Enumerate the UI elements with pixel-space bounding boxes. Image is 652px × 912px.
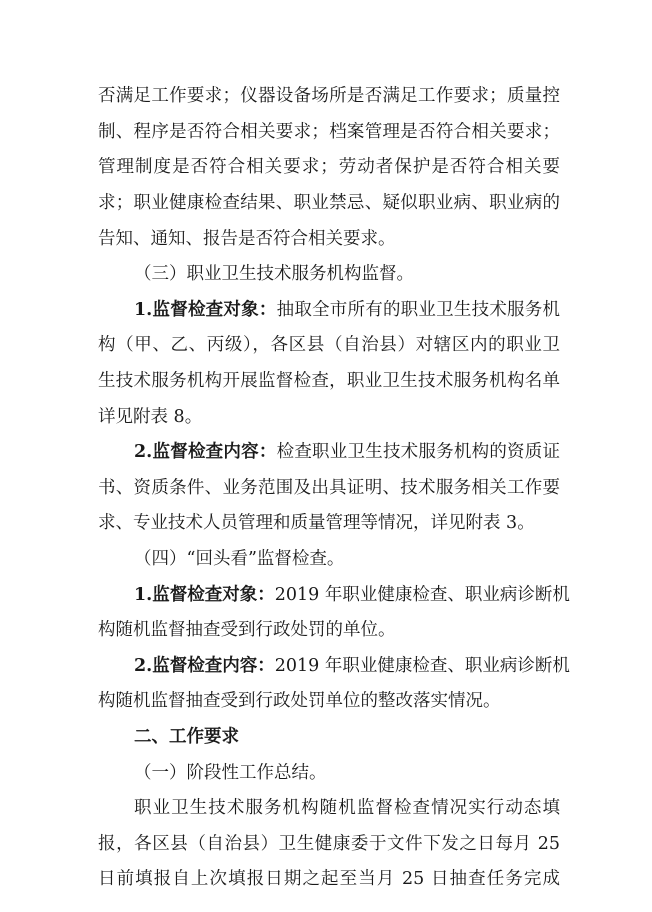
text-line bbox=[134, 580, 570, 610]
text-line bbox=[134, 437, 560, 467]
text-line: 告知、通知、报告是否符合相关要求。 bbox=[98, 229, 396, 249]
text-line: 制、程序是否符合相关要求；档案管理是否符合相关要求； bbox=[98, 122, 560, 142]
text-line bbox=[134, 651, 570, 681]
text-line: 构（甲、乙、丙级），各区县（自治县）对辖区内的职业卫 bbox=[98, 335, 560, 355]
item-text: 检查职业卫生技术服务机构的资质证 bbox=[276, 442, 560, 462]
section-heading: （一）阶段性工作总结。 bbox=[134, 763, 327, 783]
item-text: 2019 年职业健康检查、职业病诊断机 bbox=[274, 656, 570, 676]
item-text: 抽取全市所有的职业卫生技术服务机 bbox=[276, 300, 560, 320]
text-line: 构随机监督抽查受到行政处罚的单位。 bbox=[98, 620, 396, 640]
text-line: 报，各区县（自治县）卫生健康委于文件下发之日每月 25 bbox=[98, 834, 560, 854]
item-label: 1.监督检查对象： bbox=[134, 300, 277, 320]
text-line: 职业卫生技术服务机构随机监督检查情况实行动态填 bbox=[134, 798, 560, 818]
item-label: 1.监督检查对象： bbox=[134, 585, 275, 605]
text-line: 书、资质条件、业务范围及出具证明、技术服务相关工作要 bbox=[98, 478, 560, 498]
text-line: 构随机监督抽查受到行政处罚单位的整改落实情况。 bbox=[98, 691, 501, 711]
text-line: 求、专业技术人员管理和质量管理等情况，详见附表 3。 bbox=[98, 513, 535, 533]
text-line: 管理制度是否符合相关要求；劳动者保护是否符合相关要 bbox=[98, 157, 560, 177]
text-line: 生技术服务机构开展监督检查，职业卫生技术服务机构名单 bbox=[98, 371, 560, 391]
item-label: 2.监督检查内容： bbox=[134, 656, 275, 676]
text-line: 日前填报自上次填报日期之起至当月 25 日抽查任务完成 bbox=[98, 869, 560, 889]
text-line: 否满足工作要求；仪器设备场所是否满足工作要求；质量控 bbox=[98, 86, 560, 106]
section-heading: （四）“回头看”监督检查。 bbox=[134, 549, 345, 569]
item-text: 2019 年职业健康检查、职业病诊断机 bbox=[274, 585, 570, 605]
section-heading: （三）职业卫生技术服务机构监督。 bbox=[134, 264, 414, 284]
chapter-heading: 二、工作要求 bbox=[134, 727, 239, 747]
text-line: 求；职业健康检查结果、职业禁忌、疑似职业病、职业病的 bbox=[98, 193, 560, 213]
text-line bbox=[134, 295, 560, 325]
item-label: 2.监督检查内容： bbox=[134, 442, 277, 462]
text-line: 详见附表 8。 bbox=[98, 407, 203, 427]
